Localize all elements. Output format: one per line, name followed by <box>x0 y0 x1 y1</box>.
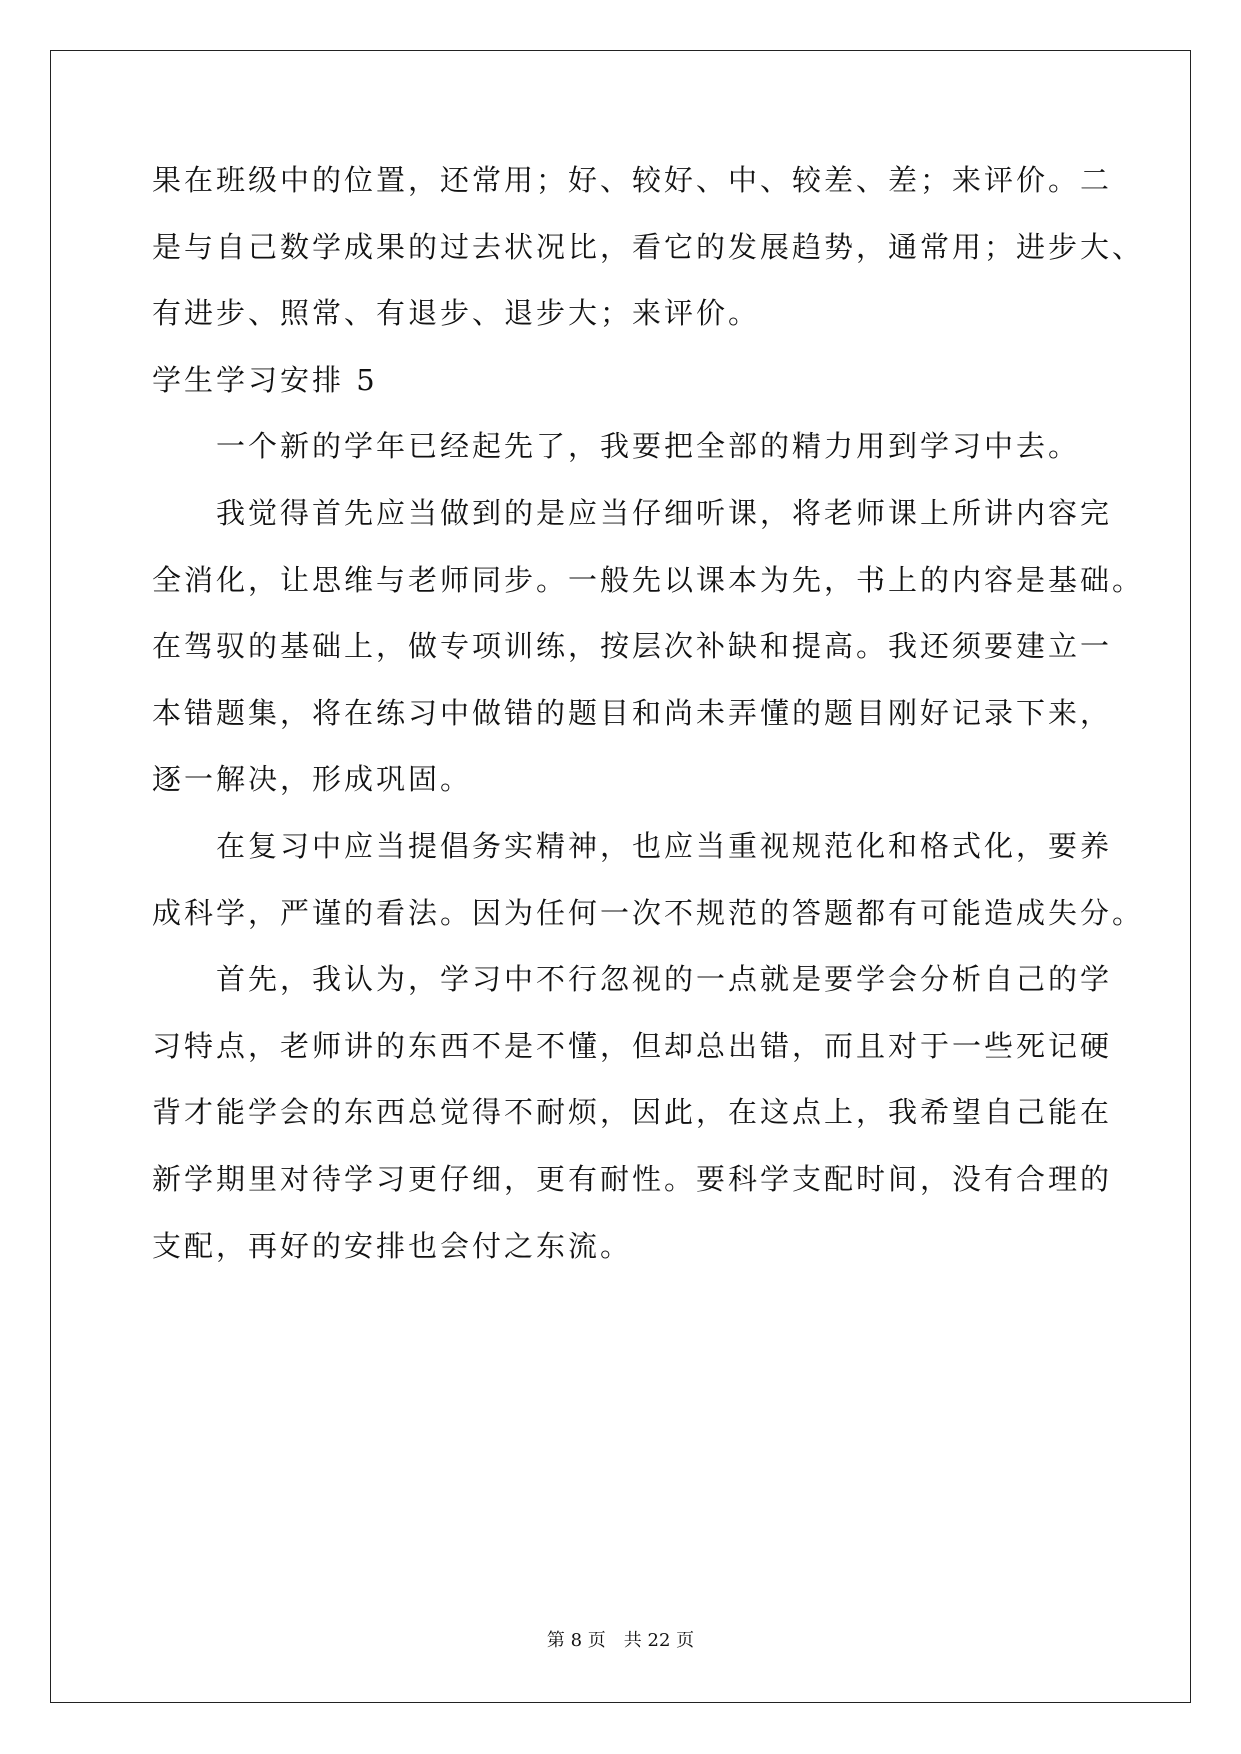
section-heading: 学生学习安排 5 <box>152 362 378 397</box>
document-body <box>152 160 1145 1292</box>
text-line: 逐一解决，形成巩固。 <box>152 762 473 797</box>
text-line: 有进步、照常、有退步、退步大；来评价。 <box>152 296 761 331</box>
text-line: 本错题集，将在练习中做错的题目和尚未弄懂的题目刚好记录下来， <box>152 695 1113 730</box>
text-line: 是与自己数学成果的过去状况比，看它的发展趋势，通常用；进步大、 <box>152 229 1145 264</box>
text-line: 习特点，老师讲的东西不是不懂，但却总出错，而且对于一些死记硬 <box>152 1028 1113 1063</box>
text-line: 在复习中应当提倡务实精神，也应当重视规范化和格式化，要养 <box>152 828 1113 863</box>
text-line: 支配，再好的安排也会付之东流。 <box>152 1228 633 1263</box>
text-line: 成科学，严谨的看法。因为任何一次不规范的答题都有可能造成失分。 <box>152 895 1145 930</box>
text-line: 新学期里对待学习更仔细，更有耐性。要科学支配时间，没有合理的 <box>152 1161 1113 1196</box>
text-line: 全消化，让思维与老师同步。一般先以课本为先，书上的内容是基础。 <box>152 562 1145 597</box>
text-line: 背才能学会的东西总觉得不耐烦，因此，在这点上，我希望自己能在 <box>152 1095 1113 1130</box>
text-line: 一个新的学年已经起先了，我要把全部的精力用到学习中去。 <box>152 429 1081 464</box>
page-footer <box>0 1626 1241 1652</box>
text-line: 首先，我认为，学习中不行忽视的一点就是要学会分析自己的学 <box>152 962 1113 997</box>
text-line: 果在班级中的位置，还常用；好、较好、中、较差、差；来评价。二 <box>152 163 1113 197</box>
text-line: 我觉得首先应当做到的是应当仔细听课，将老师课上所讲内容完 <box>152 495 1113 530</box>
text-line: 在驾驭的基础上，做专项训练，按层次补缺和提高。我还须要建立一 <box>152 629 1113 664</box>
page-number-label: 第 8 页 共 22 页 <box>546 1630 695 1651</box>
